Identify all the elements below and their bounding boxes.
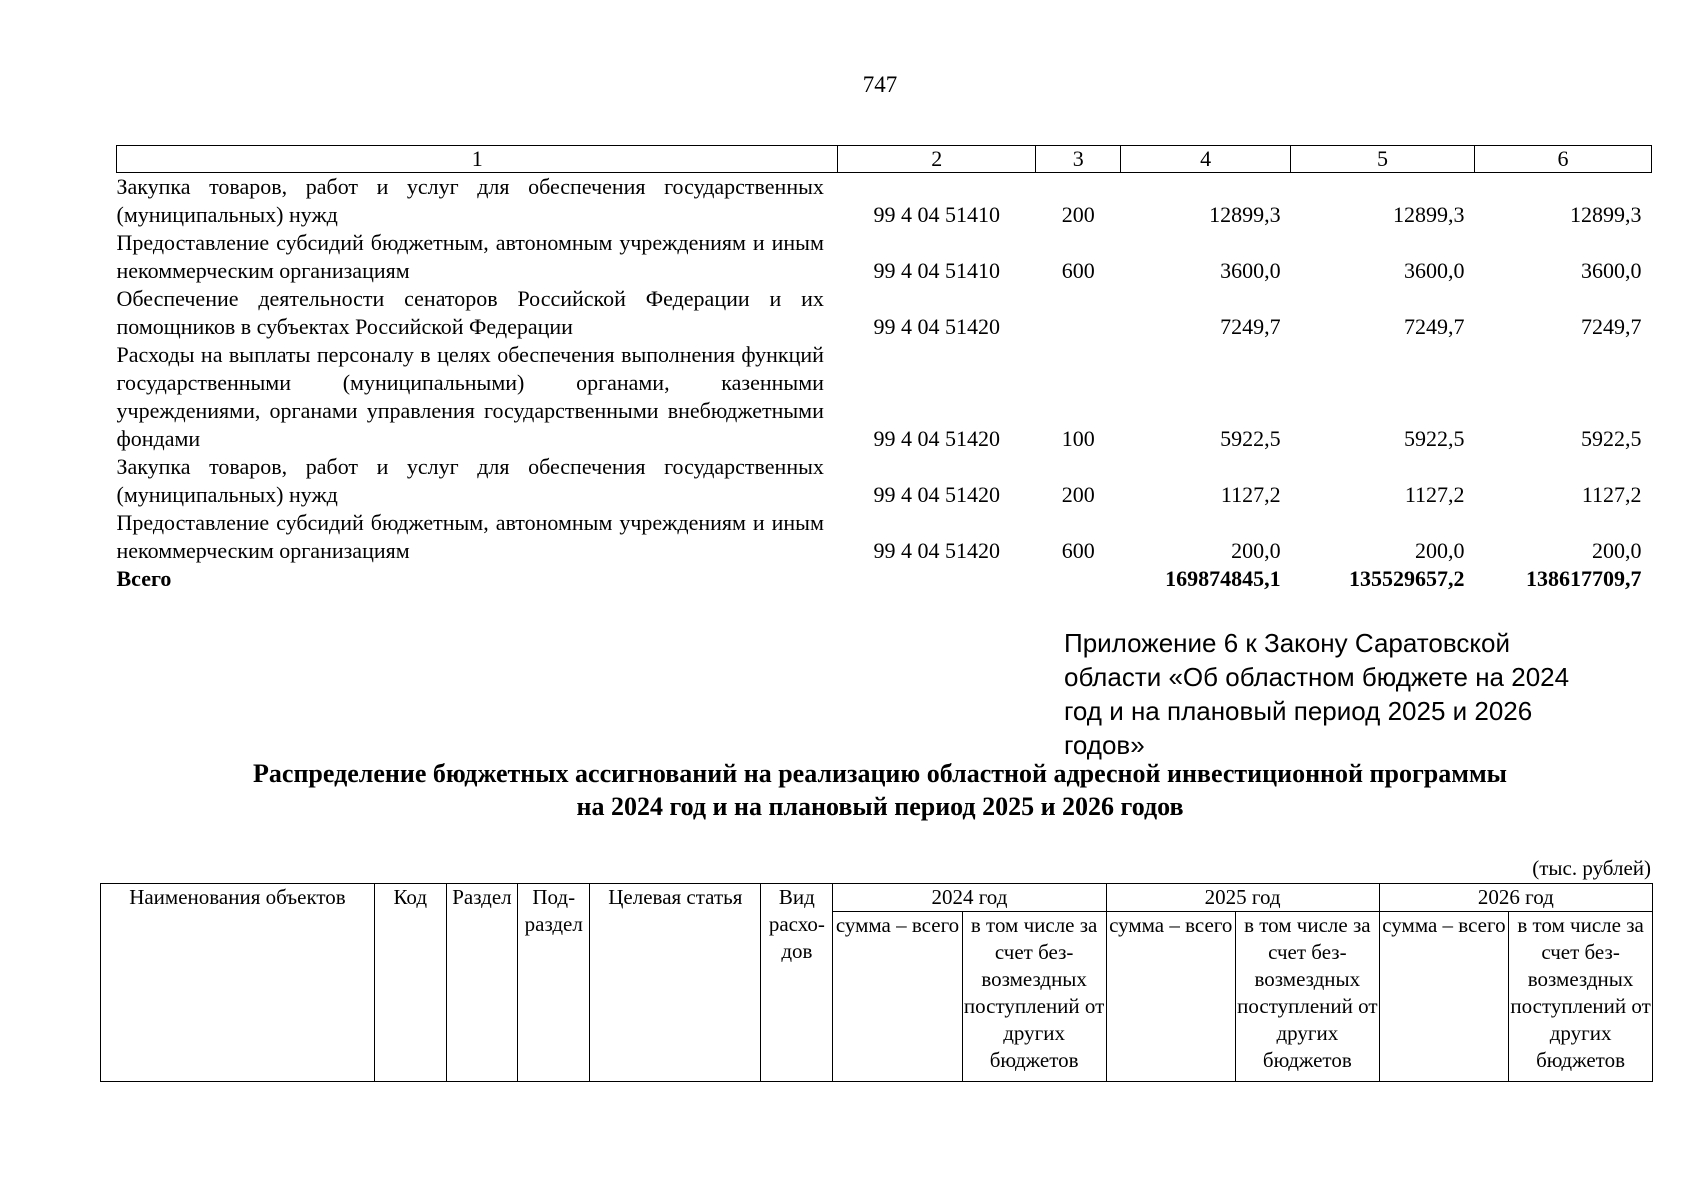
program-table (100, 883, 1653, 1082)
row-2026: 7249,7 (1581, 314, 1642, 339)
row-code: 99 4 04 51420 (873, 482, 1001, 507)
row-2024: 7249,7 (1220, 314, 1281, 339)
row-vid: 600 (1061, 258, 1095, 283)
total-2025: 135529657,2 (1349, 566, 1465, 591)
table-row (117, 285, 1652, 341)
col-number: 5 (1291, 146, 1475, 173)
header-incl-transfers: в том числе за счет безвозмездных поступлений от других бюджетов (1509, 912, 1653, 1082)
row-name: Расходы на выплаты персоналу в целях обеспечения выполнения функций государственными (муниципальными) органами, казенными учреждениями, органами управления государственными внебюджетными фондами (116, 342, 824, 451)
page-number: 747 (862, 72, 898, 97)
header-kod: Код (374, 884, 446, 1082)
col-number: 1 (117, 146, 838, 173)
row-2025: 7249,7 (1404, 314, 1465, 339)
header-vid-rashodov: Вид расходов (761, 884, 833, 1082)
row-code: 99 4 04 51410 (873, 258, 1001, 283)
row-vid: 100 (1061, 426, 1095, 451)
appendix-note: Приложение 6 к Закону Саратовской области «Об областном бюджете на 2024 год и на плановый период 2025 и 2026 годов» (1064, 628, 1570, 760)
row-name: Обеспечение деятельности сенаторов Российской Федерации и их помощников в субъектах Российской Федерации (116, 286, 824, 339)
row-code: 99 4 04 51420 (873, 426, 1001, 451)
row-2025: 3600,0 (1404, 258, 1465, 283)
col-number: 3 (1036, 146, 1121, 173)
header-sum-total: сумма – всего (833, 912, 962, 1082)
row-name: Закупка товаров, работ и услуг для обеспечения государственных (муниципальных) нужд (116, 454, 824, 507)
row-vid: 200 (1061, 482, 1095, 507)
row-2026: 1127,2 (1581, 482, 1642, 507)
table-row (117, 509, 1652, 565)
row-name: Предоставление субсидий бюджетным, автономным учреждениям и иным некоммерческим организациям (116, 230, 824, 283)
budget-table (116, 145, 1652, 593)
total-2026: 138617709,7 (1526, 566, 1642, 591)
row-2024: 3600,0 (1220, 258, 1281, 283)
page-title (100, 757, 1660, 823)
header-year-2024: 2024 год (833, 884, 1106, 912)
row-2024: 200,0 (1231, 538, 1281, 563)
row-2026: 3600,0 (1581, 258, 1642, 283)
title-line-1: Распределение бюджетных ассигнований на реализацию областной адресной инвестиционной программы (253, 759, 1507, 788)
row-2026: 200,0 (1592, 538, 1642, 563)
col-number: 2 (838, 146, 1036, 173)
table-row (117, 173, 1652, 230)
title-line-2: на 2024 год и на плановый период 2025 и 2026 годов (576, 792, 1184, 821)
table-row (117, 453, 1652, 509)
total-2024: 169874845,1 (1165, 566, 1281, 591)
header-celevaya-statya: Целевая статья (590, 884, 761, 1082)
table-row (117, 341, 1652, 453)
row-2024: 5922,5 (1220, 426, 1281, 451)
row-vid (1036, 285, 1121, 341)
header-year-2026: 2026 год (1379, 884, 1652, 912)
header-name: Наименования объектов (101, 884, 375, 1082)
header-sum-total: сумма – всего (1379, 912, 1508, 1082)
total-label: Всего (116, 566, 172, 591)
row-vid: 200 (1061, 202, 1095, 227)
column-numbers-row (117, 146, 1652, 173)
col-number: 6 (1475, 146, 1652, 173)
row-2024: 1127,2 (1220, 482, 1281, 507)
row-2024: 12899,3 (1209, 202, 1281, 227)
row-2025: 1127,2 (1404, 482, 1465, 507)
row-code: 99 4 04 51410 (873, 202, 1001, 227)
row-name: Предоставление субсидий бюджетным, автономным учреждениям и иным некоммерческим организациям (116, 510, 824, 563)
row-vid: 600 (1061, 538, 1095, 563)
row-2025: 5922,5 (1404, 426, 1465, 451)
col-number: 4 (1121, 146, 1291, 173)
header-incl-transfers: в том числе за счет безвозмездных поступлений от других бюджетов (1235, 912, 1379, 1082)
row-code: 99 4 04 51420 (873, 314, 1001, 339)
row-2025: 12899,3 (1393, 202, 1465, 227)
header-podrazdel: Подраздел (518, 884, 590, 1082)
header-incl-transfers: в том числе за счет безвозмездных поступлений от других бюджетов (962, 912, 1106, 1082)
units-label: (тыс. рублей) (1532, 856, 1651, 880)
header-year-2025: 2025 год (1106, 884, 1379, 912)
table-row (117, 229, 1652, 285)
row-code: 99 4 04 51420 (873, 538, 1001, 563)
row-2026: 5922,5 (1581, 426, 1642, 451)
row-2025: 200,0 (1415, 538, 1465, 563)
row-2026: 12899,3 (1570, 202, 1642, 227)
total-row (117, 565, 1652, 593)
row-name: Закупка товаров, работ и услуг для обеспечения государственных (муниципальных) нужд (116, 174, 824, 227)
header-sum-total: сумма – всего (1106, 912, 1235, 1082)
header-razdel: Раздел (446, 884, 518, 1082)
